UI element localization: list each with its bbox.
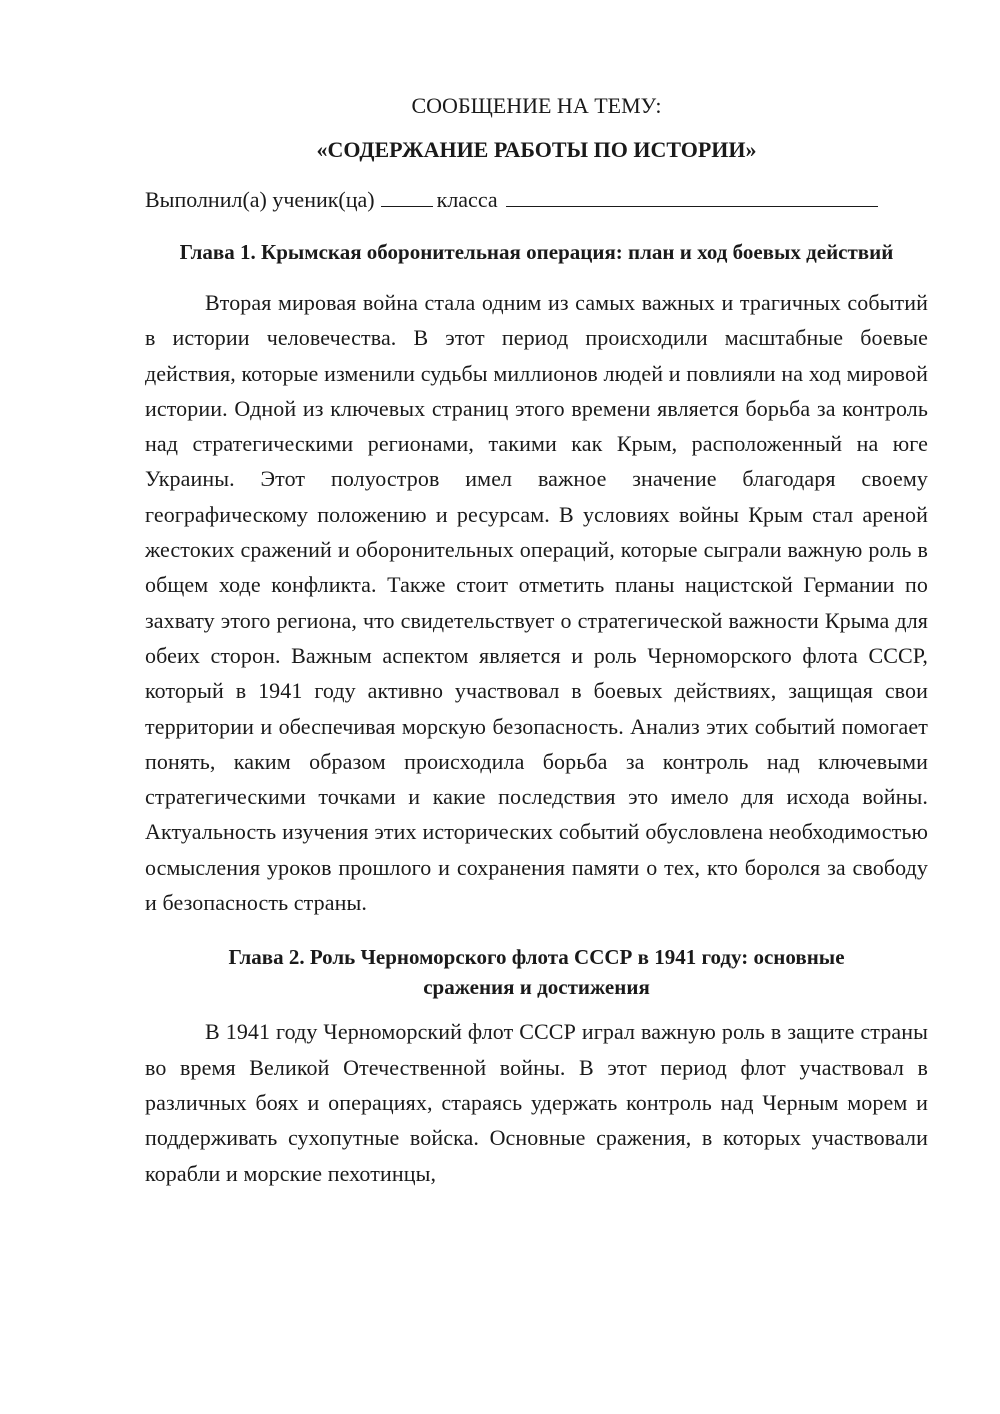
grade-blank (381, 184, 433, 207)
title-line-1: СООБЩЕНИЕ НА ТЕМУ: (411, 93, 662, 118)
chapter-2-heading: Глава 2. Роль Черноморского флота СССР в 1941 году: основные сражения и достижения (228, 945, 845, 1000)
document-page (145, 92, 928, 1191)
performer-label: Выполнил(а) ученик(ца) (145, 187, 375, 212)
chapter-1-heading: Глава 1. Крымская оборонительная операция: план и ход боевых действий (179, 240, 894, 264)
document-title: «СОДЕРЖАНИЕ РАБОТЫ ПО ИСТОРИИ» (316, 137, 757, 162)
chapter-1-text: Вторая мировая война стала одним из самых важных и трагичных событий в истории человечества. В этот период происходили масштабные боевые действия, которые изменили судьбы миллионов людей и повлияли на ход мировой истории. Одной из ключевых страниц этого времени является борьба за контроль над стратегическими регионами, такими как Крым, расположенный на юге Украины. Этот полуостров имел важное значение благодаря своему географическому положению и ресурсам. В условиях войны Крым стал ареной жестоких сражений и оборонительных операций, которые сыграли важную роль в общем ходе конфликта. Также стоит отметить планы нацистской Германии по захвату этого региона, что свидетельствует о стратегической важности Крыма для обеих сторон. Важным аспектом является и роль Черноморского флота СССР, который в 1941 году активно участвовал в боевых действиях, защищая свои территории и обеспечивая морскую безопасность. Анализ этих событий помогает понять, каким образом происходила борьба за контроль над ключевыми стратегическими точками и какие последствия это имело для исхода войны. Актуальность изучения этих исторических событий обусловлена необходимостью осмысления уроков прошлого и сохранения памяти о тех, кто боролся за свободу и безопасность страны. (145, 290, 928, 916)
class-label: класса (436, 187, 498, 212)
performer-line (145, 184, 928, 215)
chapter-2-text: В 1941 году Черноморский флот СССР играл важную роль в защите страны во время Великой Отечественной войны. В этот период флот участвовал в различных боях и операциях, стараясь удержать контроль над Черным морем и поддерживать сухопутные войска. Основные сражения, в которых участвовали корабли и морские пехотинцы, (145, 1019, 928, 1186)
name-blank (506, 184, 878, 207)
